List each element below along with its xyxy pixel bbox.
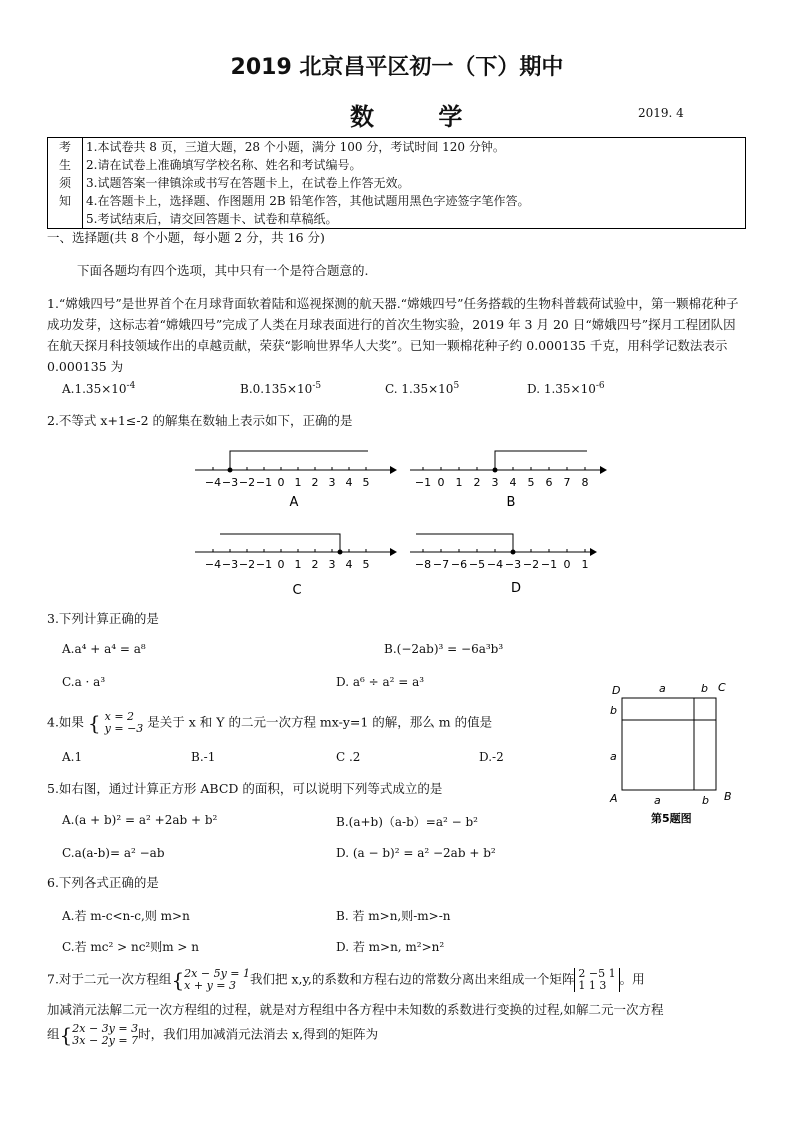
number-line-b (410, 451, 607, 510)
q6-option-a: A.若 m-c<n-c,则 m>n (62, 909, 190, 923)
svg-text:4: 4 (345, 558, 353, 571)
svg-text:2: 2 (311, 558, 319, 571)
notice-label: 考 生 须 知 (48, 138, 83, 229)
svg-text:−3: −3 (221, 476, 239, 489)
notice-item: 4.在答题卡上，选择题、作图题用 2B 铅笔作答，其他试题用黑色字迹签字笔作答。 (86, 194, 530, 208)
q6-option-d: D. 若 m>n, m²>n² (336, 940, 445, 954)
page-title: 2019 北京昌平区初一（下）期中 (230, 55, 564, 80)
svg-text:B: B (724, 790, 732, 803)
exam-date: 2019. 4 (638, 106, 684, 120)
svg-text:a: a (659, 682, 666, 695)
figure-label-a: A (289, 495, 299, 510)
q5-option-a: A.(a + b)² = a² +2ab + b² (62, 813, 218, 827)
svg-text:0: 0 (277, 476, 285, 489)
svg-text:−3: −3 (221, 558, 239, 571)
square-abcd-figure (604, 678, 744, 828)
notice-item: 2.请在试卷上准确填写学校名称、姓名和考试编号。 (86, 158, 362, 172)
q1-option-c: C. $1.35\times 10^5$ (385, 381, 460, 396)
q5-option-b: B.(a+b)（a-b）=a² − b² (336, 815, 478, 829)
svg-text:−1: −1 (255, 558, 273, 571)
figure-label-d: D (510, 581, 522, 596)
figure-label-b: B (506, 495, 516, 510)
notice-item: 3.试题答案一律镇涂或书写在答题卡上，在试卷上作答无效。 (86, 176, 410, 190)
number-line-d (410, 534, 597, 596)
svg-text:b: b (702, 794, 709, 807)
number-line-figures (190, 440, 770, 600)
figure-label-c: C (292, 583, 302, 598)
question-4-text: 4.如果 { x = 2 y = −3 是关于 x 和 Y 的二元一次方程 mx-y=1 的解，那么 m 的值是 (47, 710, 493, 735)
question-2-text: 2.不等式 x+1≤-2 的解集在数轴上表示如下，正确的是 (47, 413, 353, 428)
question-1-text: 1.“嫦娥四号”是世界首个在月球背面软着陆和巡视探测的航天器.“嫦娥四号”任务搭载的生物科普载荷试验中，第一颗棉花种子成功发芽，这标志着“嫦娥四号”完成了人类在月球表面进行的首次生物实验，2019 年 3 月 20 日“嫦娥四号”探月工程团队因在航天探月科技领域作出的卓越贡献，荣获“影响世界华人大奖”。已知一颗棉花种子约 0.000135 千克，用科学记数法表示 0.000135 为 (47, 296, 739, 374)
question-7-line3: 组{ 2x − 3y = 3 3x − 2y = 7 时，我们用加减消元法消去 x,得到的矩阵为 (47, 1022, 379, 1047)
q5-option-d: D. (a − b)² = a² −2ab + b² (336, 846, 496, 860)
svg-text:−1: −1 (255, 476, 273, 489)
svg-text:0: 0 (277, 558, 285, 571)
notice-item: 1.本试卷共 8 页，三道大题，28 个小题，满分 100 分，考试时间 120 分钟。 (86, 140, 505, 154)
svg-text:5: 5 (362, 476, 370, 489)
svg-text:−8: −8 (414, 558, 432, 571)
q1-option-a: $A.1.35\times 10^{-4}$ (62, 381, 136, 396)
solid-point (338, 550, 343, 555)
number-line-a (195, 451, 397, 510)
section-heading: 一、选择题(共 8 个小题，每小题 2 分，共 16 分) (47, 230, 325, 245)
question-3-text: 3.下列计算正确的是 (47, 611, 159, 626)
q4-option-d: D.-2 (479, 750, 504, 764)
subject-title: 数 学 (350, 103, 491, 131)
svg-text:5: 5 (527, 476, 535, 489)
q3-option-c: C.a · a³ (62, 675, 106, 689)
q3-option-b: B.(−2ab)³ = −6a³b³ (384, 642, 504, 656)
q4-option-b: B.-1 (191, 750, 216, 764)
svg-text:D: D (612, 684, 621, 697)
svg-text:−1: −1 (540, 558, 558, 571)
number-line-c (195, 534, 397, 598)
svg-text:4: 4 (345, 476, 353, 489)
solid-point (228, 468, 233, 473)
q3-option-a: A.a⁴ + a⁴ = a⁸ (62, 642, 146, 656)
svg-text:−2: −2 (238, 558, 256, 571)
svg-text:−7: −7 (432, 558, 450, 571)
svg-text:−4: −4 (486, 558, 504, 571)
notice-items (83, 138, 746, 229)
svg-text:−1: −1 (414, 476, 432, 489)
svg-text:3: 3 (328, 558, 336, 571)
svg-text:−4: −4 (204, 476, 222, 489)
svg-text:−5: −5 (468, 558, 486, 571)
q6-option-c: C.若 mc² > nc²则m > n (62, 940, 200, 954)
svg-text:6: 6 (545, 476, 553, 489)
q1-option-d: D. $1.35\times 10^{-6}$ (527, 381, 605, 396)
notice-item: 5.考试结束后，请交回答题卡、试卷和草稿纸。 (86, 212, 338, 226)
svg-text:−4: −4 (204, 558, 222, 571)
q3-option-d: D. a⁶ ÷ a² = a³ (336, 675, 425, 689)
svg-text:a: a (610, 750, 617, 763)
svg-text:−6: −6 (450, 558, 468, 571)
question-7-line1: 7.对于二元一次方程组{ 2x − 5y = 1 x + y = 3 我们把 x,y,的系数和方程右边的常数分离出来组成一个矩阵 2 −5 1 1 1 3 。用 (47, 967, 645, 992)
section-intro: 下面各题均有四个选项，其中只有一个是符合题意的. (77, 263, 369, 278)
q4-option-a: A.1 (62, 750, 83, 764)
svg-text:3: 3 (328, 476, 336, 489)
figure-caption: 第5题图 (651, 812, 692, 825)
svg-text:2: 2 (473, 476, 481, 489)
question-7-line2: 加减消元法解二元一次方程组的过程，就是对方程组中各方程中未知数的系数进行变换的过程,如解二元一次方程 (47, 1002, 664, 1017)
svg-text:2: 2 (311, 476, 319, 489)
svg-text:3: 3 (491, 476, 499, 489)
svg-text:1: 1 (294, 558, 302, 571)
solid-point (493, 468, 498, 473)
svg-text:b: b (701, 682, 708, 695)
svg-text:5: 5 (362, 558, 370, 571)
q4-option-c: C .2 (336, 750, 361, 764)
question-5-text: 5.如右图，通过计算正方形 ABCD 的面积，可以说明下列等式成立的是 (47, 781, 443, 796)
question-6-text: 6.下列各式正确的是 (47, 875, 159, 890)
svg-text:8: 8 (581, 476, 589, 489)
svg-text:−2: −2 (238, 476, 256, 489)
svg-text:A: A (610, 792, 618, 805)
svg-text:1: 1 (294, 476, 302, 489)
svg-text:1: 1 (455, 476, 463, 489)
svg-text:C: C (718, 681, 726, 694)
solid-point (511, 550, 516, 555)
svg-text:a: a (654, 794, 661, 807)
notice-box (47, 137, 746, 229)
svg-text:b: b (610, 704, 617, 717)
svg-text:4: 4 (509, 476, 517, 489)
q5-option-c: C.a(a-b)= a² −ab (62, 846, 165, 860)
q6-option-b: B. 若 m>n,则-m>-n (336, 909, 451, 923)
svg-text:7: 7 (563, 476, 571, 489)
svg-text:0: 0 (563, 558, 571, 571)
svg-text:−3: −3 (504, 558, 522, 571)
q1-option-b: $B.0.135\times 10^{-5}$ (240, 381, 322, 396)
svg-text:−2: −2 (522, 558, 540, 571)
svg-text:0: 0 (437, 476, 445, 489)
svg-text:1: 1 (581, 558, 589, 571)
